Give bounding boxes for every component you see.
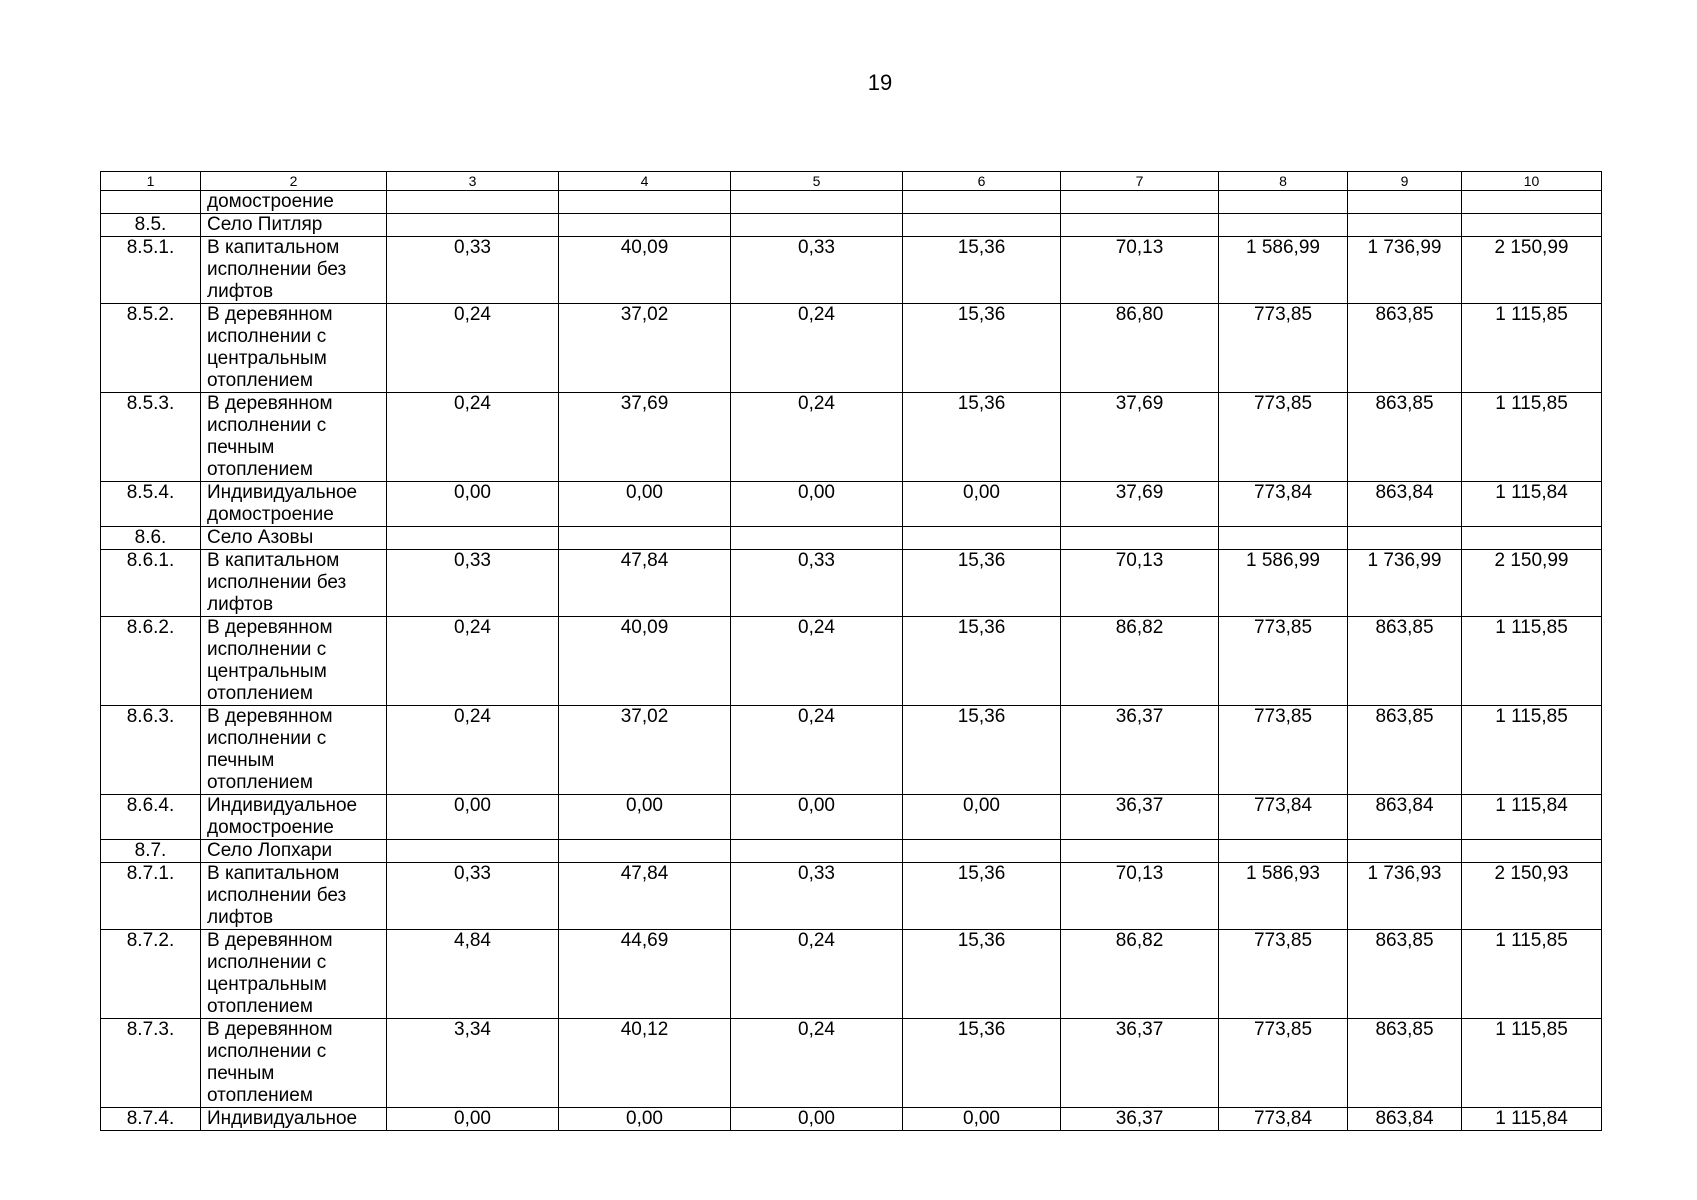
table-cell: 1 115,85 (1462, 930, 1602, 1019)
table-cell: 1 586,99 (1219, 237, 1348, 304)
table-cell: 86,82 (1061, 617, 1219, 706)
table-cell: 863,84 (1348, 1108, 1462, 1131)
table-row (101, 795, 1602, 840)
table-cell: 1 115,84 (1462, 1108, 1602, 1131)
table-cell: 773,84 (1219, 795, 1348, 840)
row-name: Село Лопхари (201, 840, 387, 863)
table-cell: 0,24 (387, 304, 559, 393)
row-name: Село Азовы (201, 527, 387, 550)
table-cell: 0,33 (387, 863, 559, 930)
row-number: 8.7. (101, 840, 201, 863)
table-cell (1061, 191, 1219, 214)
row-number: 8.7.3. (101, 1019, 201, 1108)
table-cell: 0,00 (387, 795, 559, 840)
tariff-table (100, 171, 1602, 1131)
table-row (101, 840, 1602, 863)
row-name: Индивидуальное домостроение (201, 482, 387, 527)
table-body (101, 191, 1602, 1131)
table-cell: 0,00 (387, 482, 559, 527)
table-cell: 1 115,85 (1462, 304, 1602, 393)
table-cell (1348, 840, 1462, 863)
table-cell: 0,00 (559, 795, 731, 840)
table-cell: 863,85 (1348, 930, 1462, 1019)
row-number: 8.5. (101, 214, 201, 237)
table-cell: 70,13 (1061, 550, 1219, 617)
table-cell: 47,84 (559, 863, 731, 930)
table-cell (1061, 527, 1219, 550)
column-header: 3 (387, 172, 559, 191)
table-cell: 0,33 (387, 237, 559, 304)
row-number (101, 191, 201, 214)
table-cell: 86,80 (1061, 304, 1219, 393)
table-cell: 0,33 (731, 550, 903, 617)
row-number: 8.7.1. (101, 863, 201, 930)
table-row (101, 214, 1602, 237)
column-header: 10 (1462, 172, 1602, 191)
table-cell (1219, 214, 1348, 237)
table-cell: 0,00 (903, 795, 1061, 840)
table-cell: 15,36 (903, 1019, 1061, 1108)
table-cell: 0,24 (731, 617, 903, 706)
table-cell: 0,00 (559, 482, 731, 527)
header-row (101, 172, 1602, 191)
table-cell: 773,85 (1219, 617, 1348, 706)
table-cell: 773,85 (1219, 304, 1348, 393)
table-cell: 0,24 (731, 706, 903, 795)
row-number: 8.7.2. (101, 930, 201, 1019)
table-cell: 0,24 (731, 304, 903, 393)
table-cell: 70,13 (1061, 863, 1219, 930)
table-cell: 0,00 (903, 1108, 1061, 1131)
table-row (101, 863, 1602, 930)
table-cell: 2 150,99 (1462, 550, 1602, 617)
table-cell: 1 115,84 (1462, 482, 1602, 527)
table-row (101, 191, 1602, 214)
row-number: 8.6.2. (101, 617, 201, 706)
table-cell (387, 214, 559, 237)
table-cell: 37,69 (1061, 393, 1219, 482)
table-cell: 0,00 (731, 795, 903, 840)
row-number: 8.5.1. (101, 237, 201, 304)
row-name: В деревянном исполнении с центральным отоплением (201, 930, 387, 1019)
table-cell: 15,36 (903, 237, 1061, 304)
table-cell: 0,00 (559, 1108, 731, 1131)
table-row (101, 237, 1602, 304)
table-cell: 773,84 (1219, 482, 1348, 527)
table-cell: 773,85 (1219, 393, 1348, 482)
table-cell: 1 736,99 (1348, 550, 1462, 617)
table-row (101, 1108, 1602, 1131)
table-cell (731, 527, 903, 550)
table-cell (1219, 527, 1348, 550)
row-name: Индивидуальное (201, 1108, 387, 1131)
row-name: Село Питляр (201, 214, 387, 237)
table-cell (903, 840, 1061, 863)
table-cell: 1 115,85 (1462, 706, 1602, 795)
row-name: В деревянном исполнении с печным отоплением (201, 706, 387, 795)
table-cell: 44,69 (559, 930, 731, 1019)
table-cell: 37,02 (559, 706, 731, 795)
row-name: В капитальном исполнении без лифтов (201, 237, 387, 304)
table-cell: 37,69 (1061, 482, 1219, 527)
table-cell: 0,24 (731, 1019, 903, 1108)
table-cell (1061, 840, 1219, 863)
table-cell: 37,02 (559, 304, 731, 393)
table-cell: 47,84 (559, 550, 731, 617)
table-cell (1462, 191, 1602, 214)
page-number: 19 (867, 70, 893, 95)
table-cell: 15,36 (903, 863, 1061, 930)
table-cell (903, 191, 1061, 214)
column-header: 9 (1348, 172, 1462, 191)
table-cell (387, 840, 559, 863)
table-row (101, 482, 1602, 527)
row-name: В деревянном исполнении с печным отоплением (201, 393, 387, 482)
table-cell (1061, 214, 1219, 237)
table-cell: 0,00 (731, 1108, 903, 1131)
row-number: 8.6. (101, 527, 201, 550)
table-row (101, 706, 1602, 795)
row-number: 8.6.3. (101, 706, 201, 795)
row-number: 8.5.3. (101, 393, 201, 482)
row-name: Индивидуальное домостроение (201, 795, 387, 840)
table-cell: 863,85 (1348, 393, 1462, 482)
table-cell: 15,36 (903, 706, 1061, 795)
column-header: 6 (903, 172, 1061, 191)
table-row (101, 617, 1602, 706)
table-cell: 36,37 (1061, 706, 1219, 795)
column-header: 2 (201, 172, 387, 191)
table-cell: 37,69 (559, 393, 731, 482)
table-row (101, 393, 1602, 482)
table-row (101, 304, 1602, 393)
table-cell: 15,36 (903, 617, 1061, 706)
table-cell: 36,37 (1061, 1108, 1219, 1131)
table-cell: 0,24 (387, 393, 559, 482)
table-cell: 36,37 (1061, 1019, 1219, 1108)
table-cell: 40,09 (559, 237, 731, 304)
row-name: домостроение (201, 191, 387, 214)
table-cell: 1 586,93 (1219, 863, 1348, 930)
table-cell (559, 840, 731, 863)
row-number: 8.6.1. (101, 550, 201, 617)
table-cell: 773,85 (1219, 706, 1348, 795)
table-row (101, 527, 1602, 550)
table-cell (559, 191, 731, 214)
table-cell: 0,00 (731, 482, 903, 527)
table-cell: 0,33 (387, 550, 559, 617)
table-cell: 0,33 (731, 237, 903, 304)
table-cell: 40,12 (559, 1019, 731, 1108)
table-cell: 0,24 (387, 706, 559, 795)
table-cell: 1 115,85 (1462, 1019, 1602, 1108)
column-header: 4 (559, 172, 731, 191)
table-cell: 863,84 (1348, 795, 1462, 840)
row-name: В капитальном исполнении без лифтов (201, 550, 387, 617)
table-cell: 1 115,85 (1462, 393, 1602, 482)
table-row (101, 930, 1602, 1019)
table-cell (731, 191, 903, 214)
table-cell: 70,13 (1061, 237, 1219, 304)
table-cell (903, 214, 1061, 237)
table-cell: 2 150,99 (1462, 237, 1602, 304)
table-cell: 1 115,85 (1462, 617, 1602, 706)
table-cell: 863,84 (1348, 482, 1462, 527)
table-cell: 15,36 (903, 930, 1061, 1019)
table-cell (1219, 191, 1348, 214)
row-number: 8.6.4. (101, 795, 201, 840)
table-cell (1462, 840, 1602, 863)
table-cell: 15,36 (903, 393, 1061, 482)
table-cell: 773,85 (1219, 930, 1348, 1019)
table-row (101, 550, 1602, 617)
table-cell (731, 840, 903, 863)
table-cell: 4,84 (387, 930, 559, 1019)
row-name: В деревянном исполнении с центральным отоплением (201, 617, 387, 706)
table-cell: 86,82 (1061, 930, 1219, 1019)
row-number: 8.5.2. (101, 304, 201, 393)
table-cell: 863,85 (1348, 617, 1462, 706)
table-cell: 15,36 (903, 304, 1061, 393)
table-cell: 863,85 (1348, 706, 1462, 795)
row-name: В капитальном исполнении без лифтов (201, 863, 387, 930)
row-number: 8.5.4. (101, 482, 201, 527)
table-cell: 773,84 (1219, 1108, 1348, 1131)
table-cell: 40,09 (559, 617, 731, 706)
table-cell: 15,36 (903, 550, 1061, 617)
table-cell: 0,24 (387, 617, 559, 706)
table-row (101, 1019, 1602, 1108)
table-cell (1462, 527, 1602, 550)
table-cell (731, 214, 903, 237)
table-cell (903, 527, 1061, 550)
table-cell: 1 115,84 (1462, 795, 1602, 840)
row-name: В деревянном исполнении с печным отоплением (201, 1019, 387, 1108)
table-cell: 3,34 (387, 1019, 559, 1108)
column-header: 8 (1219, 172, 1348, 191)
table-cell (559, 527, 731, 550)
table-cell: 773,85 (1219, 1019, 1348, 1108)
table-cell (559, 214, 731, 237)
table-cell: 863,85 (1348, 304, 1462, 393)
table-cell (387, 527, 559, 550)
table-cell: 0,00 (903, 482, 1061, 527)
table-cell: 0,33 (731, 863, 903, 930)
row-name: В деревянном исполнении с центральным отоплением (201, 304, 387, 393)
table-cell (1348, 191, 1462, 214)
table-cell (387, 191, 559, 214)
table-cell: 0,24 (731, 393, 903, 482)
table-cell (1348, 527, 1462, 550)
table-cell: 863,85 (1348, 1019, 1462, 1108)
table-cell (1219, 840, 1348, 863)
table-cell: 1 736,99 (1348, 237, 1462, 304)
table-cell: 0,24 (731, 930, 903, 1019)
table-cell: 1 586,99 (1219, 550, 1348, 617)
table-cell: 1 736,93 (1348, 863, 1462, 930)
table-cell: 2 150,93 (1462, 863, 1602, 930)
table-cell: 36,37 (1061, 795, 1219, 840)
column-header: 7 (1061, 172, 1219, 191)
row-number: 8.7.4. (101, 1108, 201, 1131)
table-cell: 0,00 (387, 1108, 559, 1131)
column-header: 1 (101, 172, 201, 191)
table-cell (1348, 214, 1462, 237)
table-cell (1462, 214, 1602, 237)
column-header: 5 (731, 172, 903, 191)
